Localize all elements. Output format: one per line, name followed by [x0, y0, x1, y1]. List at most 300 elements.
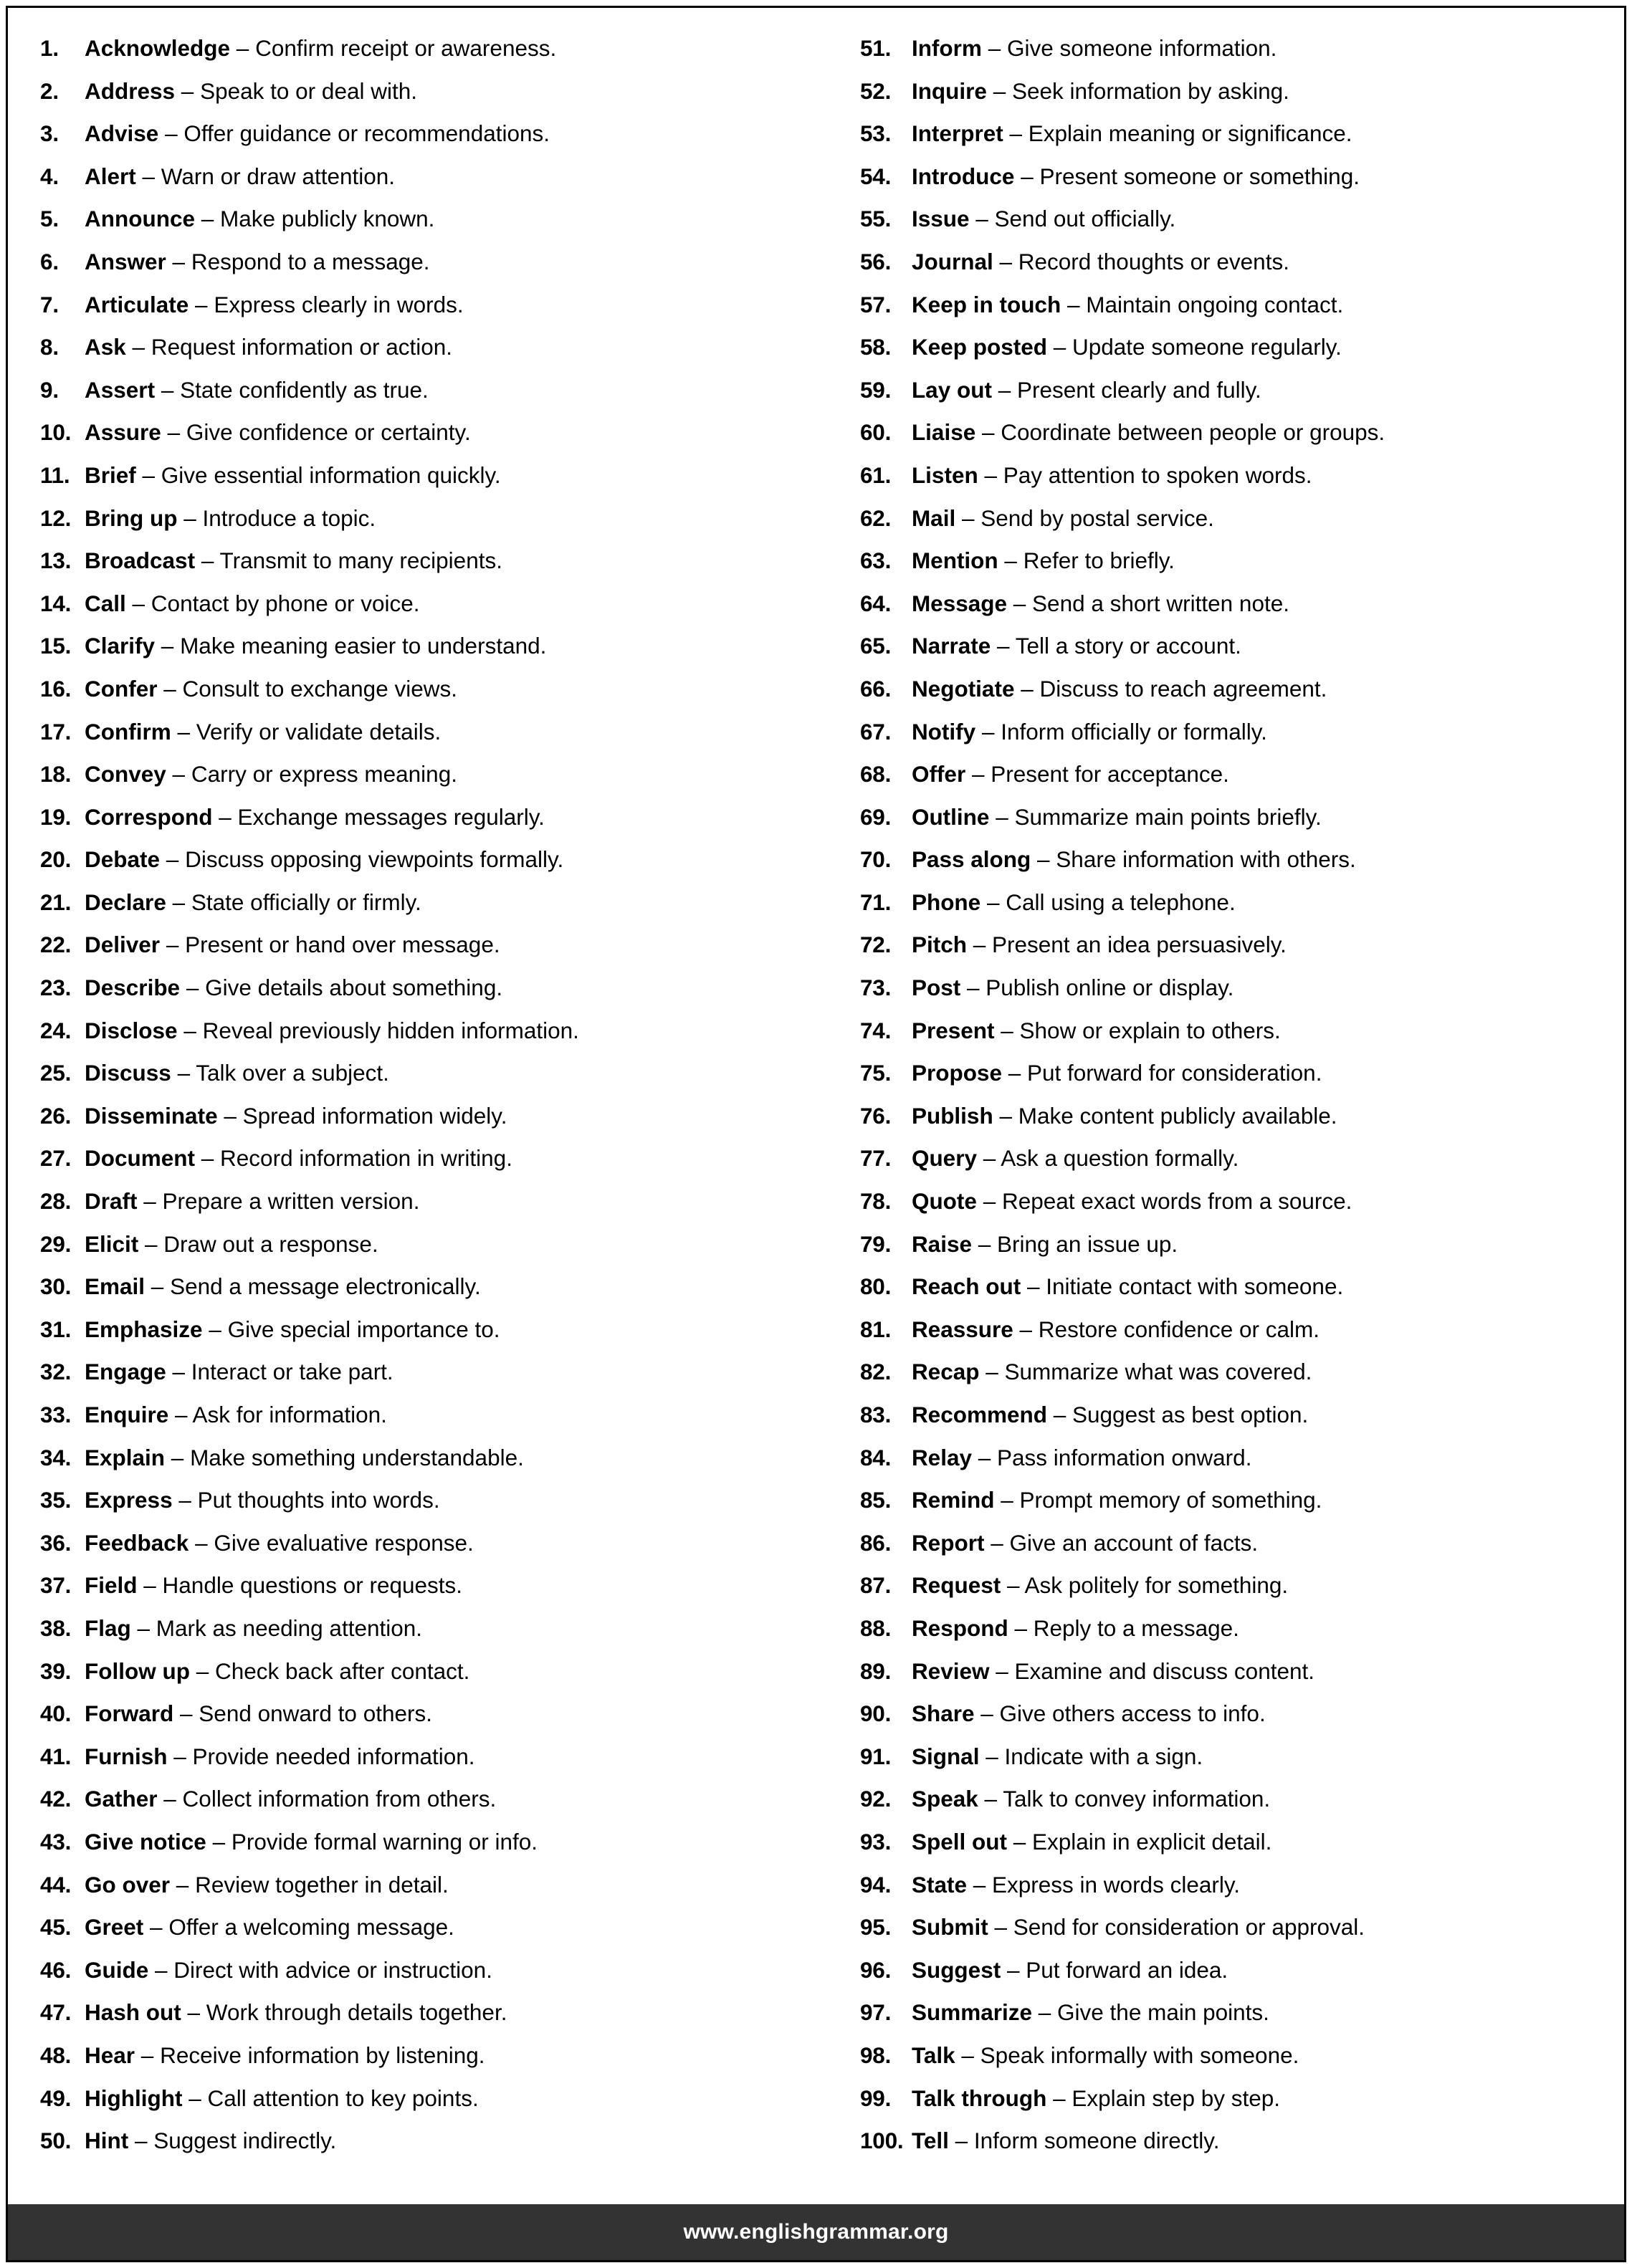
list-item-term: Confer	[85, 675, 158, 702]
list-item-definition: – Reveal previously hidden information.	[177, 1017, 579, 1043]
list-item-text	[912, 70, 1289, 113]
list-item-definition: – Send a message electronically.	[145, 1273, 481, 1300]
list-item-text	[912, 1308, 1320, 1351]
list-item-definition: – Summarize what was covered.	[979, 1359, 1312, 1385]
list-item-number: 91.	[859, 1743, 892, 1769]
list-item-definition: – Contact by phone or voice.	[125, 590, 420, 616]
list-item	[860, 1736, 1596, 1779]
list-item-text	[85, 881, 421, 924]
list-item-definition: – Suggest indirectly.	[128, 2128, 337, 2154]
list-item-definition: – Consult to exchange views.	[157, 675, 457, 702]
list-item-definition: – Introduce a topic.	[177, 504, 376, 531]
list-item-term: Share	[911, 1700, 975, 1727]
list-item	[860, 796, 1596, 839]
list-item-text	[85, 711, 441, 754]
list-item-text	[912, 1180, 1352, 1223]
list-item-term: Summarize	[911, 1999, 1033, 2026]
list-item-definition: – Verify or validate details.	[171, 718, 442, 745]
list-item-text	[85, 284, 464, 327]
list-item-number: 15.	[40, 633, 72, 659]
list-item-number: 48.	[40, 2042, 72, 2068]
list-item	[40, 967, 840, 1010]
list-item-number: 41.	[40, 1743, 72, 1769]
list-item-number: 83.	[859, 1402, 892, 1427]
list-item-text	[85, 497, 376, 540]
list-item-number: 68.	[859, 761, 892, 788]
list-item-term: Alert	[85, 163, 136, 189]
list-item-term: Field	[85, 1572, 138, 1599]
footer-website: www.englishgrammar.org	[683, 2220, 949, 2244]
list-item	[40, 1223, 840, 1266]
list-item-definition: – Maintain ongoing contact.	[1061, 291, 1344, 317]
list-item-term: Enquire	[85, 1402, 169, 1427]
list-item-text	[85, 1010, 579, 1053]
list-item	[40, 1778, 840, 1821]
list-item-text	[85, 70, 417, 113]
list-item-definition: – Give confidence or certainty.	[161, 419, 471, 446]
list-item-text	[912, 583, 1289, 626]
list-item-definition: – Make publicly known.	[195, 206, 435, 232]
list-item-number: 45.	[40, 1914, 72, 1941]
list-item-term: Raise	[911, 1230, 972, 1257]
list-item-number: 35.	[40, 1487, 72, 1513]
list-item	[40, 2120, 840, 2163]
list-item-definition: – Prompt memory of something.	[994, 1487, 1322, 1513]
list-item-term: Flag	[85, 1614, 131, 1641]
list-item-number: 49.	[40, 2085, 72, 2111]
list-item-definition: – Give special importance to.	[202, 1316, 500, 1342]
list-item-number: 16.	[40, 675, 72, 702]
list-item-number: 50.	[40, 2128, 72, 2154]
list-item-text	[912, 2077, 1280, 2120]
list-item-number: 53.	[859, 120, 892, 147]
list-item-text	[85, 1949, 492, 1992]
list-item-text	[912, 1607, 1239, 1650]
list-item-text	[912, 1479, 1322, 1522]
list-item-term: Document	[85, 1145, 196, 1172]
list-item-number: 47.	[40, 1999, 72, 2026]
list-item-definition: – Talk to convey information.	[978, 1786, 1271, 1812]
list-item	[860, 1906, 1596, 1949]
list-item	[860, 284, 1596, 327]
list-item-definition: – Record information in writing.	[195, 1145, 512, 1172]
list-item-term: Journal	[911, 248, 993, 274]
list-item-text	[912, 454, 1312, 497]
list-item-term: Issue	[911, 206, 970, 232]
list-item-text	[912, 838, 1356, 881]
list-item	[860, 838, 1596, 881]
list-item	[860, 1650, 1596, 1693]
list-item-term: Publish	[911, 1102, 993, 1129]
list-item	[860, 1010, 1596, 1053]
list-item-number: 56.	[859, 248, 892, 274]
list-item-number: 26.	[40, 1102, 72, 1129]
list-item-definition: – Inform officially or formally.	[975, 718, 1267, 745]
list-item-definition: – Request information or action.	[125, 334, 453, 360]
list-item-text	[912, 1864, 1240, 1907]
list-item-term: Bring up	[85, 504, 178, 531]
list-item-term: Answer	[85, 248, 166, 274]
list-item-term: Announce	[85, 206, 195, 232]
list-item-definition: – Put thoughts into words.	[172, 1487, 440, 1513]
list-item-text	[85, 369, 429, 412]
list-item	[860, 1821, 1596, 1864]
list-item-text	[85, 1607, 422, 1650]
list-item	[40, 1906, 840, 1949]
list-item-number: 44.	[40, 1871, 72, 1898]
list-item-term: Post	[911, 975, 961, 1001]
list-item-definition: – Indicate with a sign.	[979, 1743, 1203, 1769]
list-item-term: Query	[911, 1145, 977, 1172]
list-item-term: Submit	[911, 1914, 988, 1941]
list-item-number: 51.	[859, 35, 892, 61]
list-item-number: 85.	[859, 1487, 892, 1513]
list-item-term: Hint	[85, 2128, 129, 2154]
list-item-term: Express	[85, 1487, 173, 1513]
list-item-text	[85, 1137, 512, 1180]
list-item-term: Confirm	[85, 718, 171, 745]
list-item-term: Correspond	[85, 803, 213, 830]
list-item-term: Discuss	[85, 1060, 171, 1086]
list-item-text	[85, 1351, 393, 1394]
list-item-text	[912, 924, 1287, 967]
list-item-number: 67.	[859, 718, 892, 745]
list-item-number: 6.	[40, 248, 59, 274]
list-item	[40, 2077, 840, 2120]
list-item-term: Email	[85, 1273, 145, 1300]
list-item-text	[85, 1564, 462, 1607]
list-item-term: Inquire	[911, 77, 987, 104]
list-item-number: 58.	[859, 334, 892, 360]
list-item-term: Forward	[85, 1700, 174, 1727]
list-item	[40, 1522, 840, 1565]
list-item-definition: – Put forward an idea.	[1001, 1956, 1228, 1983]
list-item-text	[912, 1010, 1281, 1053]
list-item-text	[912, 1095, 1337, 1138]
list-item-number: 98.	[859, 2042, 892, 2068]
list-item-number: 63.	[859, 547, 892, 574]
list-item-definition: – State confidently as true.	[155, 376, 429, 403]
list-item	[40, 1265, 840, 1308]
list-item-definition: – Carry or express meaning.	[166, 761, 457, 788]
list-item-definition: – Offer a welcoming message.	[143, 1914, 454, 1941]
list-item-number: 29.	[40, 1230, 72, 1257]
list-item	[40, 2034, 840, 2077]
list-item-number: 19.	[40, 803, 72, 830]
list-item-number: 71.	[859, 889, 892, 915]
list-item-text	[85, 411, 471, 454]
list-item-number: 76.	[859, 1102, 892, 1129]
list-item	[40, 1607, 840, 1650]
list-item-term: Hear	[85, 2042, 135, 2068]
list-item-text	[85, 454, 501, 497]
list-item-term: Clarify	[85, 633, 156, 659]
list-item-definition: – State officially or firmly.	[166, 889, 421, 915]
list-item	[860, 881, 1596, 924]
list-item-term: Disseminate	[85, 1102, 218, 1129]
list-item	[40, 1052, 840, 1095]
list-item	[860, 1693, 1596, 1736]
list-item-definition: – Ask a question formally.	[976, 1145, 1239, 1172]
list-item	[40, 198, 840, 241]
list-item-number: 88.	[859, 1614, 892, 1641]
list-item-term: Notify	[911, 718, 976, 745]
list-item-term: Keep posted	[911, 334, 1047, 360]
list-item-definition: – Summarize main points briefly.	[989, 803, 1322, 830]
list-item	[860, 2120, 1596, 2163]
list-item-term: Advise	[85, 120, 159, 147]
list-item-text	[85, 27, 556, 70]
list-item-definition: – Present clearly and fully.	[991, 376, 1261, 403]
list-item-number: 96.	[859, 1956, 892, 1983]
list-item	[40, 326, 840, 369]
list-item-number: 2.	[40, 77, 59, 104]
list-item-text	[912, 1351, 1312, 1394]
list-item-text	[85, 2077, 479, 2120]
list-item-text	[85, 326, 452, 369]
list-item-text	[85, 1095, 507, 1138]
list-item-number: 73.	[859, 975, 892, 1001]
list-item-text	[912, 369, 1261, 412]
list-item-number: 80.	[859, 1273, 892, 1300]
list-item-definition: – Present or hand over message.	[160, 932, 500, 958]
list-item	[860, 711, 1596, 754]
list-item-definition: – Reply to a message.	[1008, 1614, 1239, 1641]
list-item-term: Mail	[911, 504, 956, 531]
list-item-text	[912, 2034, 1299, 2077]
list-item-number: 20.	[40, 846, 72, 873]
list-item-text	[912, 1650, 1314, 1693]
list-item-text	[85, 2120, 336, 2163]
list-item-definition: – Publish online or display.	[960, 975, 1234, 1001]
list-item-definition: – Offer guidance or recommendations.	[158, 120, 550, 147]
list-item-definition: – Explain meaning or significance.	[1003, 120, 1352, 147]
list-item-term: Emphasize	[85, 1316, 203, 1342]
list-item-definition: – Make meaning easier to understand.	[155, 633, 547, 659]
list-item-number: 69.	[859, 803, 892, 830]
list-item	[40, 668, 840, 711]
list-item-term: Address	[85, 77, 176, 104]
list-item-term: Relay	[911, 1444, 972, 1470]
list-item	[860, 369, 1596, 412]
list-item-definition: – Express clearly in words.	[189, 291, 464, 317]
list-item	[40, 924, 840, 967]
list-item-term: Draft	[85, 1188, 138, 1215]
list-item	[40, 1308, 840, 1351]
list-item	[860, 1991, 1596, 2034]
list-item-term: Go over	[85, 1871, 171, 1898]
list-item-term: Propose	[911, 1060, 1002, 1086]
list-item-term: Recap	[911, 1359, 980, 1385]
list-item-text	[85, 1437, 524, 1480]
list-item-text	[85, 155, 395, 198]
list-item-number: 77.	[859, 1145, 892, 1172]
list-item-definition: – Provide needed information.	[167, 1743, 475, 1769]
list-item-number: 100.	[859, 2128, 904, 2154]
list-column-left	[40, 27, 846, 2163]
list-item-term: Lay out	[911, 376, 992, 403]
list-item-term: Respond	[911, 1614, 1008, 1641]
list-item-definition: – Initiate contact with someone.	[1021, 1273, 1344, 1300]
list-item	[860, 1223, 1596, 1266]
list-column-right	[846, 27, 1596, 2163]
list-item-definition: – Ask for information.	[168, 1402, 387, 1427]
list-item-number: 24.	[40, 1017, 72, 1043]
list-item-term: Speak	[911, 1786, 978, 1812]
list-item-number: 70.	[859, 846, 892, 873]
list-item-text	[912, 625, 1241, 668]
list-item-definition: – Work through details together.	[181, 1999, 507, 2026]
list-item-number: 75.	[859, 1060, 892, 1086]
list-item-definition: – Give someone information.	[981, 35, 1277, 61]
list-item-definition: – Share information with others.	[1031, 846, 1356, 873]
list-item-definition: – Give the main points.	[1032, 1999, 1269, 2026]
list-item-text	[85, 753, 457, 796]
list-item-number: 60.	[859, 419, 892, 446]
list-item-text	[85, 1308, 500, 1351]
list-item-term: Inform	[911, 35, 982, 61]
list-item	[860, 70, 1596, 113]
list-item-definition: – Update someone regularly.	[1046, 334, 1342, 360]
list-item-text	[912, 411, 1385, 454]
list-item-text	[85, 1394, 387, 1437]
list-item-number: 27.	[40, 1145, 72, 1172]
list-item-number: 18.	[40, 761, 72, 788]
list-item	[860, 1778, 1596, 1821]
list-item-text	[912, 540, 1175, 583]
list-item	[40, 1010, 840, 1053]
list-item-term: Assert	[85, 376, 156, 403]
list-item-text	[85, 796, 545, 839]
list-item	[40, 1137, 840, 1180]
list-item-number: 82.	[859, 1359, 892, 1385]
list-item-number: 99.	[859, 2085, 892, 2111]
list-item-definition: – Give essential information quickly.	[135, 461, 501, 488]
list-item	[860, 1479, 1596, 1522]
list-item-text	[85, 838, 563, 881]
list-item-number: 30.	[40, 1273, 72, 1300]
list-item	[860, 1864, 1596, 1907]
list-item-number: 66.	[859, 675, 892, 702]
list-item-number: 95.	[859, 1914, 892, 1941]
list-item-number: 38.	[40, 1614, 72, 1641]
list-item-number: 97.	[859, 1999, 892, 2026]
list-item-text	[912, 1437, 1252, 1480]
list-item-term: Mention	[911, 547, 998, 574]
list-item-term: Recommend	[911, 1402, 1047, 1427]
list-item-text	[85, 1265, 481, 1308]
list-item-term: Brief	[85, 461, 136, 488]
list-item-number: 42.	[40, 1786, 72, 1812]
list-item-definition: – Send for consideration or approval.	[988, 1914, 1365, 1941]
list-item-text	[912, 113, 1352, 155]
list-item	[860, 155, 1596, 198]
list-item	[40, 711, 840, 754]
list-item-number: 90.	[859, 1700, 892, 1727]
list-item-definition: – Inform someone directly.	[948, 2128, 1220, 2154]
list-item	[860, 583, 1596, 626]
list-item-definition: – Suggest as best option.	[1046, 1402, 1309, 1427]
list-item	[40, 411, 840, 454]
list-item	[860, 2034, 1596, 2077]
list-item-number: 43.	[40, 1828, 72, 1855]
list-item-text	[912, 881, 1236, 924]
list-item-definition: – Express in words clearly.	[966, 1871, 1241, 1898]
list-item	[40, 540, 840, 583]
list-item-definition: – Discuss to reach agreement.	[1014, 675, 1327, 702]
list-item-number: 25.	[40, 1060, 72, 1086]
list-item-number: 3.	[40, 120, 59, 147]
list-item-text	[912, 711, 1267, 754]
list-item-term: Deliver	[85, 932, 161, 958]
list-item-number: 57.	[859, 291, 892, 317]
list-item-term: Talk through	[911, 2085, 1047, 2111]
list-item	[40, 583, 840, 626]
list-item-text	[912, 668, 1327, 711]
list-item-text	[912, 1736, 1203, 1779]
list-item	[860, 540, 1596, 583]
list-item-number: 78.	[859, 1188, 892, 1215]
list-item-term: Gather	[85, 1786, 158, 1812]
list-item-definition: – Bring an issue up.	[972, 1230, 1178, 1257]
list-item-definition: – Present someone or something.	[1014, 163, 1360, 189]
list-item-term: Keep in touch	[911, 291, 1061, 317]
list-item	[40, 1479, 840, 1522]
list-item	[860, 1180, 1596, 1223]
list-item-text	[912, 497, 1214, 540]
list-item-number: 33.	[40, 1402, 72, 1427]
list-item	[40, 796, 840, 839]
list-item-definition: – Explain step by step.	[1046, 2085, 1281, 2111]
list-item-definition: – Mark as needing attention.	[130, 1614, 423, 1641]
list-item	[860, 668, 1596, 711]
list-item-number: 87.	[859, 1572, 892, 1599]
list-item-definition: – Interact or take part.	[166, 1359, 393, 1385]
list-item	[860, 27, 1596, 70]
list-item-term: Highlight	[85, 2085, 183, 2111]
list-item-number: 21.	[40, 889, 72, 915]
list-item-term: Guide	[85, 1956, 149, 1983]
list-item-number: 7.	[40, 291, 59, 317]
list-item-definition: – Examine and discuss content.	[989, 1657, 1315, 1684]
list-item-text	[85, 668, 457, 711]
list-item-definition: – Talk over a subject.	[171, 1060, 389, 1086]
list-item-term: Pitch	[911, 932, 967, 958]
list-item-definition: – Call using a telephone.	[980, 889, 1236, 915]
list-item-term: Pass along	[911, 846, 1031, 873]
list-item-text	[85, 1864, 449, 1907]
list-item-number: 10.	[40, 419, 72, 446]
list-item-text	[912, 326, 1342, 369]
list-item-text	[912, 1821, 1271, 1864]
list-item-text	[912, 1778, 1270, 1821]
list-item	[860, 1949, 1596, 1992]
list-item	[860, 1052, 1596, 1095]
list-item	[860, 113, 1596, 155]
list-item-number: 9.	[40, 376, 59, 403]
list-item-definition: – Give details about something.	[180, 975, 503, 1001]
list-item-text	[912, 27, 1277, 70]
list-item	[40, 1864, 840, 1907]
list-item-term: Convey	[85, 761, 166, 788]
list-item-term: Disclose	[85, 1017, 178, 1043]
list-item-definition: – Give others access to info.	[974, 1700, 1266, 1727]
list-item-definition: – Send out officially.	[969, 206, 1176, 232]
list-item	[40, 1394, 840, 1437]
list-item-definition: – Check back after contact.	[189, 1657, 470, 1684]
list-item-term: Suggest	[911, 1956, 1001, 1983]
list-item-term: Assure	[85, 419, 161, 446]
